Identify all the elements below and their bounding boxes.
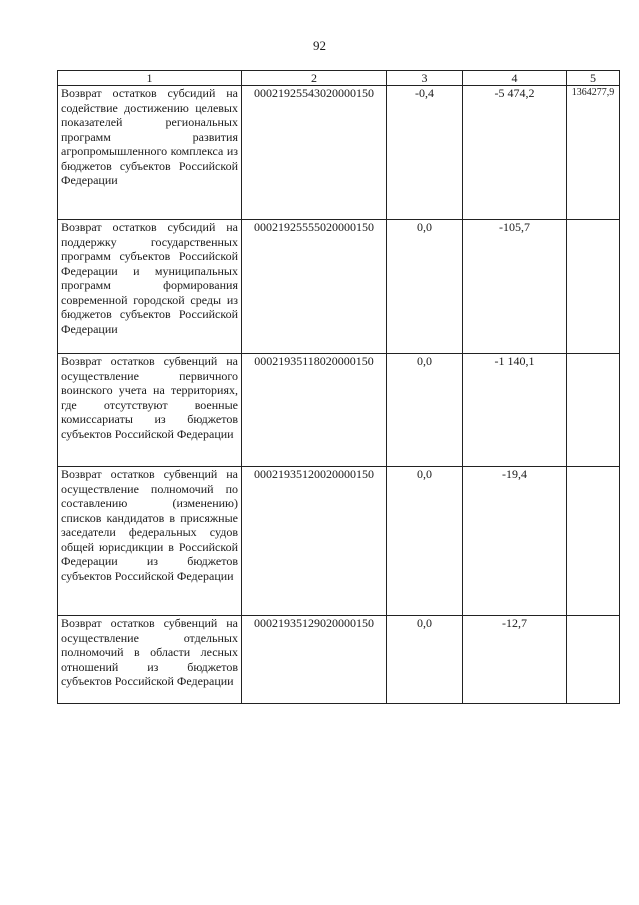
row-col3: 0,0 <box>387 354 463 467</box>
row-name: Возврат остатков субсидий на содействие достижению целевых показателей региональных программ развития агропромышленного комплекса из бюджетов субъектов Российской Федерации <box>58 86 242 220</box>
row-col4: -5 474,2 <box>463 86 567 220</box>
row-name: Возврат остатков субвенций на осуществление полномочий по составлению (изменению) списков кандидатов в присяжные заседатели федеральных судов общей юрисдикции в Российской Федерации из бюджетов субъектов Российской Федерации <box>58 467 242 616</box>
row-col4: -19,4 <box>463 467 567 616</box>
table-row <box>58 86 620 220</box>
header-col-5: 5 <box>567 71 620 86</box>
table-row <box>58 220 620 354</box>
row-col4: -105,7 <box>463 220 567 354</box>
row-col3: 0,0 <box>387 616 463 704</box>
header-col-3: 3 <box>387 71 463 86</box>
row-code: 00021925555020000150 <box>242 220 387 354</box>
row-col3: -0,4 <box>387 86 463 220</box>
row-col3: 0,0 <box>387 220 463 354</box>
table-row <box>58 616 620 704</box>
row-code: 00021925543020000150 <box>242 86 387 220</box>
row-col3: 0,0 <box>387 467 463 616</box>
row-col4: -12,7 <box>463 616 567 704</box>
row-col5 <box>567 616 620 704</box>
table-row <box>58 354 620 467</box>
header-col-4: 4 <box>463 71 567 86</box>
row-col5 <box>567 467 620 616</box>
page-number: 92 <box>313 38 326 53</box>
row-name: Возврат остатков субвенций на осуществление первичного воинского учета на территориях, где отсутствуют военные комиссариаты из бюджетов субъектов Российской Федерации <box>58 354 242 467</box>
row-name: Возврат остатков субсидий на поддержку государственных программ субъектов Российской Федерации и муниципальных программ формирования современной городской среды из бюджетов субъектов Российской Федерации <box>58 220 242 354</box>
budget-table <box>57 70 620 704</box>
row-code: 00021935120020000150 <box>242 467 387 616</box>
header-row <box>58 71 620 86</box>
header-col-2: 2 <box>242 71 387 86</box>
row-col4: -1 140,1 <box>463 354 567 467</box>
row-code: 00021935129020000150 <box>242 616 387 704</box>
table-row <box>58 467 620 616</box>
row-col5: 1364277,9 <box>567 86 620 220</box>
header-col-1: 1 <box>58 71 242 86</box>
row-code: 00021935118020000150 <box>242 354 387 467</box>
row-col5 <box>567 354 620 467</box>
row-name: Возврат остатков субвенций на осуществление отдельных полномочий в области лесных отношений из бюджетов субъектов Российской Федерации <box>58 616 242 704</box>
row-col5 <box>567 220 620 354</box>
